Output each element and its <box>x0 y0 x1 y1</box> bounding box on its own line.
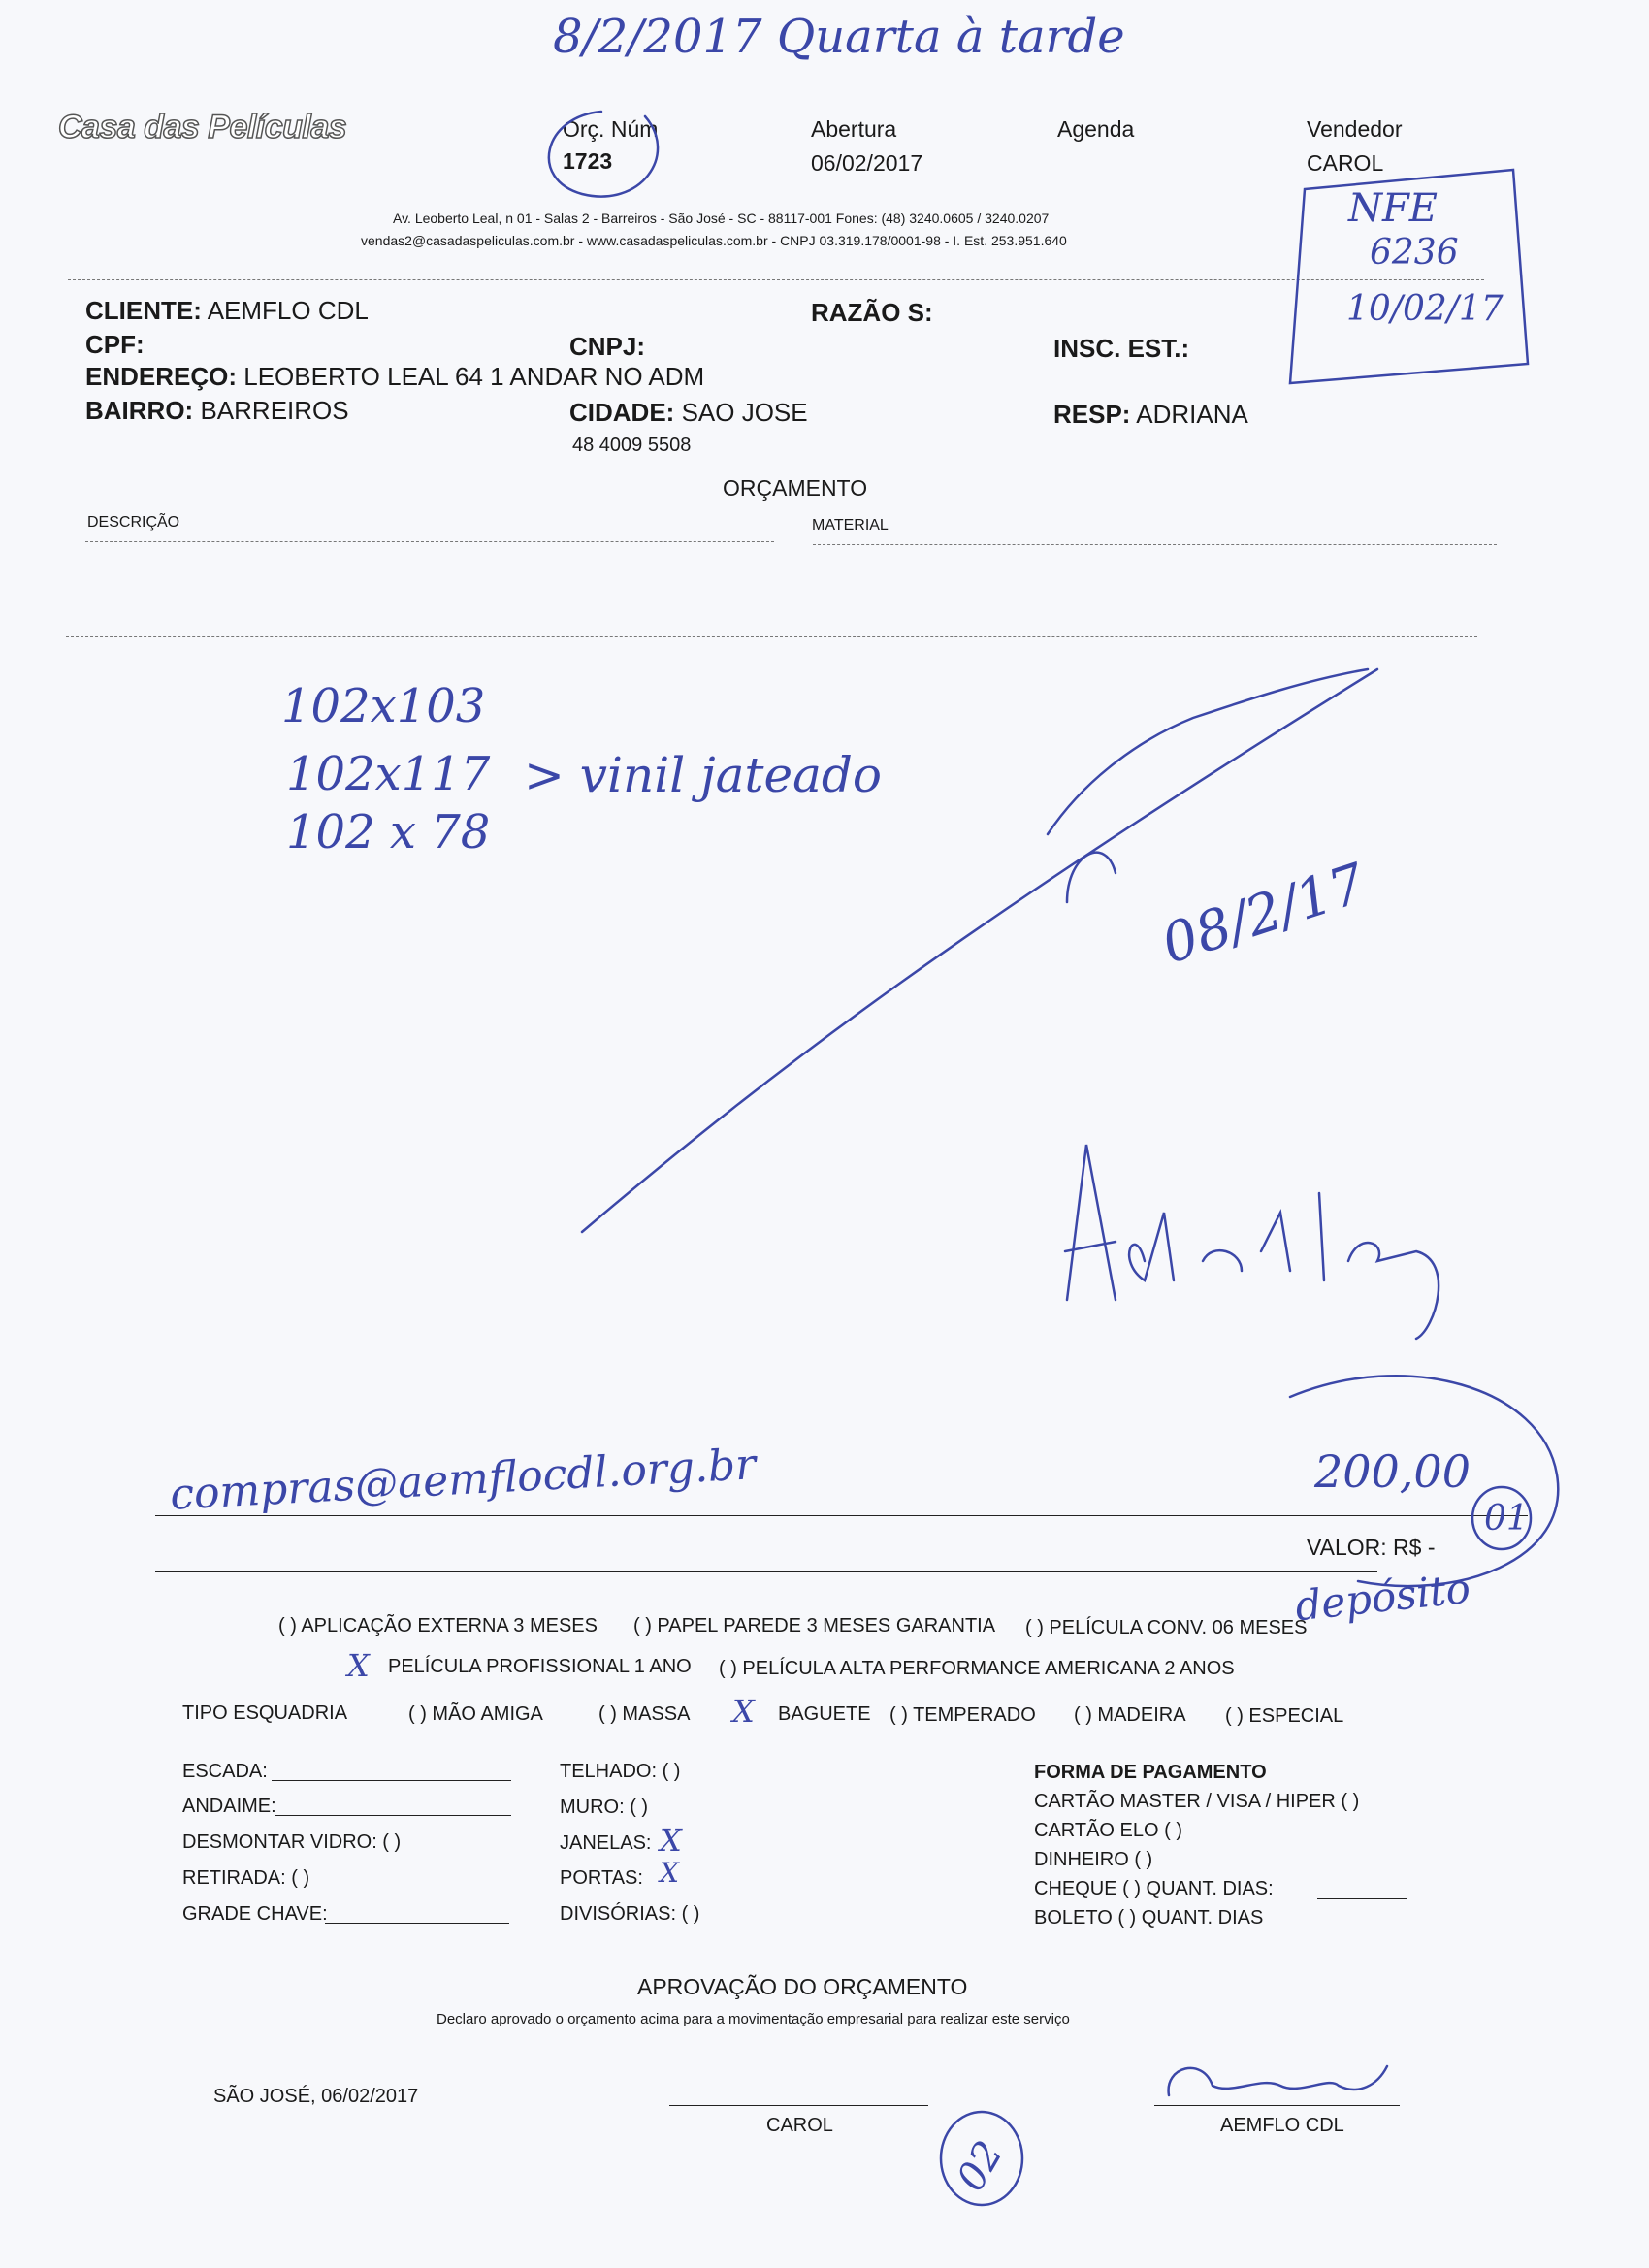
esquadria-baguete[interactable]: BAGUETE <box>778 1703 871 1725</box>
cliente-value: AEMFLO CDL <box>207 296 369 325</box>
service-retirada: RETIRADA: ( ) <box>182 1867 310 1889</box>
service-muro: MURO: ( ) <box>560 1797 649 1818</box>
cliente-label: CLIENTE: <box>85 296 202 325</box>
payment-cartao-master[interactable]: CARTÃO MASTER / VISA / HIPER ( ) <box>1034 1791 1360 1812</box>
abertura-value: 06/02/2017 <box>811 150 923 176</box>
option-pelicula-conv[interactable]: ( ) PELÍCULA CONV. 06 MESES <box>1025 1617 1308 1638</box>
endereco-label: ENDEREÇO: <box>85 362 238 391</box>
service-desmontar-vidro: DESMONTAR VIDRO: ( ) <box>182 1831 402 1853</box>
nfe-note-line3: 10/02/17 <box>1346 289 1504 329</box>
approval-place-date: SÃO JOSÉ, 06/02/2017 <box>213 2086 419 2107</box>
esquadria-mao-amiga[interactable]: ( ) MÃO AMIGA <box>408 1703 543 1725</box>
handwritten-date-note: 8/2/2017 Quarta à tarde <box>553 10 1125 64</box>
approval-title: APROVAÇÃO DO ORÇAMENTO <box>637 1974 968 1999</box>
tipo-esquadria-label: TIPO ESQUADRIA <box>182 1702 348 1724</box>
nfe-note-line1: NFE <box>1348 186 1438 231</box>
orc-num-label: Orç. Núm <box>563 116 659 142</box>
cpf-label: CPF: <box>85 330 145 359</box>
circle-02: 02 <box>948 2133 1013 2199</box>
company-logo: Casa das Películas <box>58 109 347 146</box>
crossout-line <box>582 669 1377 1232</box>
cidade-value: SAO JOSE <box>681 398 808 427</box>
orcamento-title: ORÇAMENTO <box>723 475 868 501</box>
abertura-label: Abertura <box>811 116 897 142</box>
razao-label: RAZÃO S: <box>811 298 933 327</box>
right-date: 08/2/17 <box>1154 852 1374 977</box>
baguete-check: X <box>732 1693 755 1730</box>
vinil-note: > vinil jateado <box>524 747 883 803</box>
payment-boleto[interactable]: BOLETO ( ) QUANT. DIAS <box>1034 1907 1264 1928</box>
resp-value: ADRIANA <box>1136 400 1248 429</box>
cidade-label: CIDADE: <box>569 398 675 427</box>
janelas-check: X <box>660 1822 682 1859</box>
esquadria-especial[interactable]: ( ) ESPECIAL <box>1225 1705 1344 1727</box>
client-phone: 48 4009 5508 <box>572 435 692 456</box>
service-divisorias: DIVISÓRIAS: ( ) <box>560 1903 700 1925</box>
measure-1: 102x103 <box>281 679 486 733</box>
email-handwritten: compras@aemflocdl.org.br <box>169 1440 758 1520</box>
seller-signature-name: CAROL <box>766 2115 833 2136</box>
circle-02-ring <box>941 2112 1022 2205</box>
service-portas: PORTAS: <box>560 1867 643 1889</box>
resp-label: RESP: <box>1053 400 1131 429</box>
service-andaime: ANDAIME: <box>182 1796 276 1817</box>
circle-01: 01 <box>1484 1499 1529 1539</box>
option-aplicacao-externa[interactable]: ( ) APLICAÇÃO EXTERNA 3 MESES <box>278 1615 598 1636</box>
admir-signature <box>1065 1145 1439 1339</box>
value-circle <box>1290 1376 1558 1586</box>
nfe-note-line2: 6236 <box>1370 233 1459 273</box>
esquadria-madeira[interactable]: ( ) MADEIRA <box>1074 1704 1186 1726</box>
valor-handwritten: 200,00 <box>1314 1445 1471 1498</box>
esquadria-massa[interactable]: ( ) MASSA <box>598 1703 691 1725</box>
service-escada: ESCADA: <box>182 1761 268 1782</box>
pelicula-profissional-check: X <box>347 1647 370 1684</box>
portas-check: X <box>660 1857 679 1889</box>
nfe-box <box>1290 170 1528 383</box>
endereco-value: LEOBERTO LEAL 64 1 ANDAR NO ADM <box>243 362 705 391</box>
descricao-label: DESCRIÇÃO <box>87 514 180 531</box>
orc-num-value: 1723 <box>563 148 613 174</box>
bairro-label: BAIRRO: <box>85 396 194 425</box>
vendedor-value: CAROL <box>1307 150 1384 176</box>
agenda-label: Agenda <box>1057 116 1135 142</box>
contact-line: vendas2@casadaspeliculas.com.br - www.casadaspeliculas.com.br - CNPJ 03.319.178/0001-98 - I. Est. 253.951.640 <box>361 233 1067 248</box>
circle-01-ring <box>1472 1487 1531 1549</box>
insc-est-label: INSC. EST.: <box>1053 334 1190 363</box>
payment-dinheiro[interactable]: DINHEIRO ( ) <box>1034 1849 1153 1870</box>
bairro-value: BARREIROS <box>200 396 349 425</box>
cnpj-label: CNPJ: <box>569 332 646 361</box>
deposito-note: depósito <box>1292 1564 1473 1631</box>
client-signature-name: AEMFLO CDL <box>1220 2115 1344 2136</box>
material-label: MATERIAL <box>812 517 889 534</box>
option-pelicula-alta-performance[interactable]: ( ) PELÍCULA ALTA PERFORMANCE AMERICANA 2 ANOS <box>719 1658 1235 1679</box>
orc-num-circle <box>549 112 658 197</box>
client-signature <box>1169 2066 1387 2095</box>
payment-title: FORMA DE PAGAMENTO <box>1034 1762 1267 1783</box>
option-pelicula-profissional[interactable]: PELÍCULA PROFISSIONAL 1 ANO <box>388 1656 692 1677</box>
service-grade-chave: GRADE CHAVE: <box>182 1903 328 1925</box>
measure-2: 102x117 <box>286 747 491 801</box>
address-line: Av. Leoberto Leal, n 01 - Salas 2 - Barreiros - São José - SC - 88117-001 Fones: (48) 3240.0605 / 3240.0207 <box>393 211 1050 226</box>
payment-cartao-elo[interactable]: CARTÃO ELO ( ) <box>1034 1820 1182 1841</box>
payment-cheque[interactable]: CHEQUE ( ) QUANT. DIAS: <box>1034 1878 1274 1899</box>
option-papel-parede[interactable]: ( ) PAPEL PAREDE 3 MESES GARANTIA <box>633 1615 996 1636</box>
valor-label: VALOR: R$ - <box>1307 1535 1436 1560</box>
measure-3: 102 x 78 <box>286 805 491 859</box>
service-telhado: TELHADO: ( ) <box>560 1761 681 1782</box>
approval-text: Declaro aprovado o orçamento acima para a movimentação empresarial para realizar este serviço <box>436 2011 1070 2027</box>
service-janelas: JANELAS: <box>560 1832 652 1854</box>
esquadria-temperado[interactable]: ( ) TEMPERADO <box>889 1704 1036 1726</box>
vendedor-label: Vendedor <box>1307 116 1403 142</box>
